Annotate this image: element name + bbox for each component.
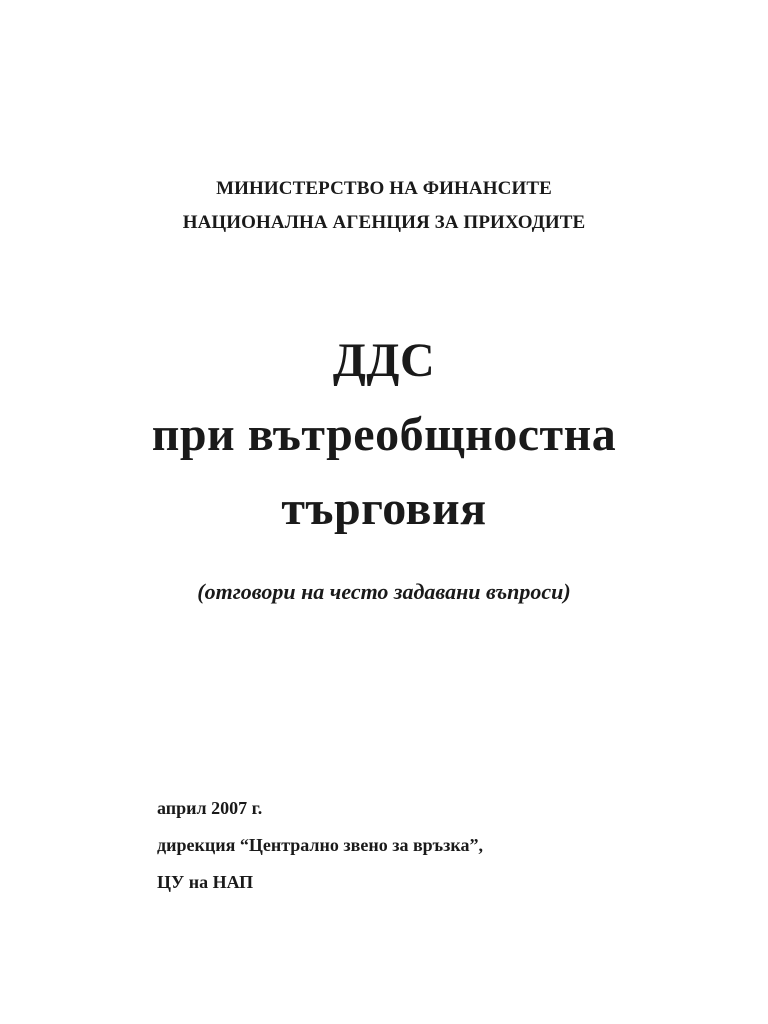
- title-line-3: търговия: [281, 482, 487, 535]
- title-line-1: ДДС: [332, 334, 436, 387]
- issuer-header: [0, 172, 768, 240]
- title-line-2: при вътреобщностна: [151, 408, 617, 461]
- office-name: ЦУ на НАП: [157, 872, 254, 892]
- document-title: [0, 324, 768, 546]
- directorate-name: дирекция “Централно звено за връзка”,: [157, 835, 483, 855]
- agency-name: НАЦИОНАЛНА АГЕНЦИЯ ЗА ПРИХОДИТЕ: [182, 212, 586, 233]
- publication-info: [157, 790, 717, 901]
- ministry-name: МИНИСТЕРСТВО НА ФИНАНСИТЕ: [216, 178, 552, 199]
- document-subtitle: (отговори на често задавани въпроси): [197, 579, 571, 604]
- publication-date: април 2007 г.: [157, 798, 263, 818]
